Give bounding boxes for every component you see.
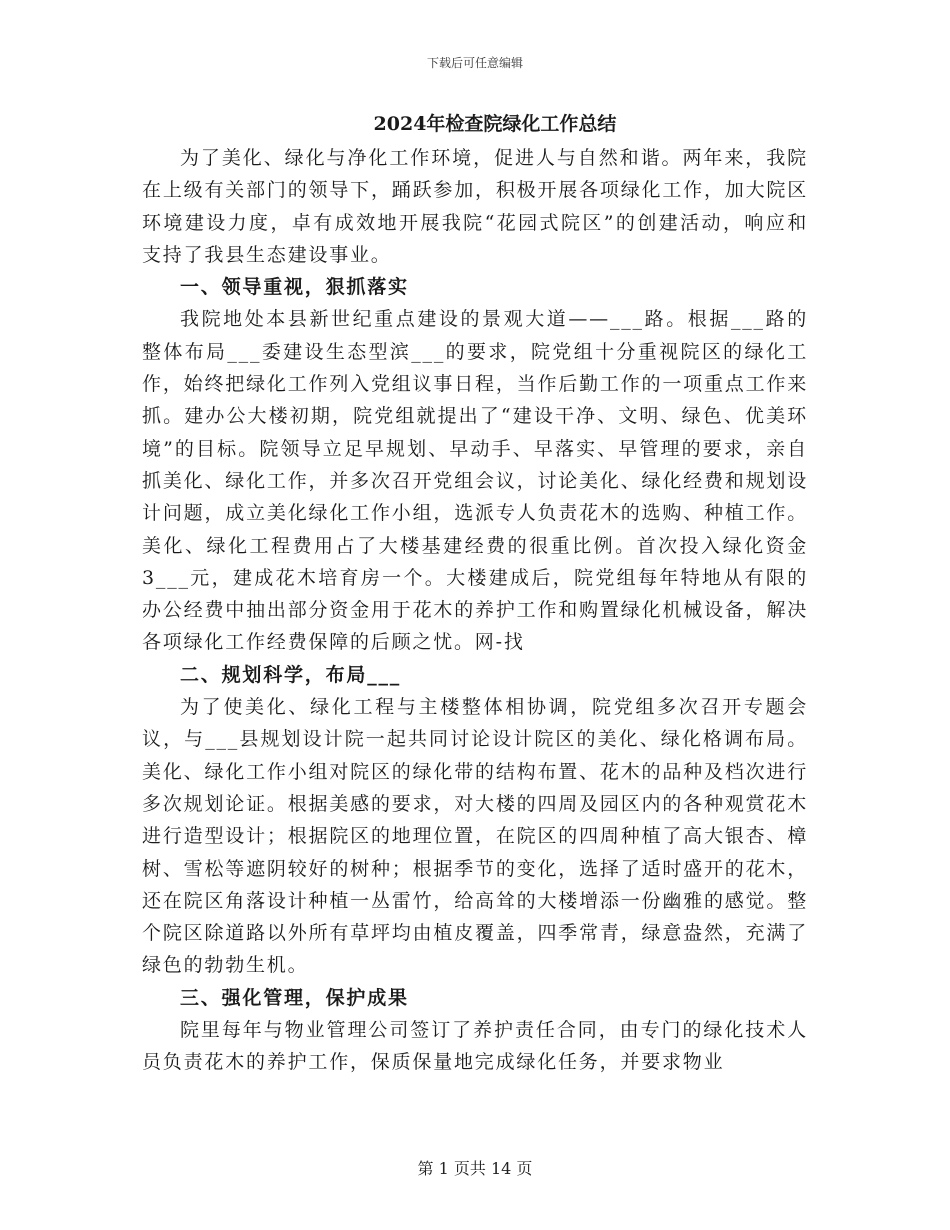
document-title: 2024年检查院绿化工作总结 bbox=[373, 113, 617, 135]
section-2-body: 为了使美化、绿化工程与主楼整体相协调，院党组多次召开专题会议，与___县规划设计院一起共同讨论设计院区的美化、绿化格调布局。美化、绿化工作小组对院区的绿化带的结构布置、花木的品种及档次进行多次规划论证。根据美感的要求，对大楼的四周及园区内的各种观赏花木进行造型设计；根据院区的地理位置，在院区的四周种植了高大银杏、樟树、雪松等遮阴较好的树种；根据季节的变化，选择了适时盛开的花木，还在院区角落设计种植一丛雷竹，给高耸的大楼增添一份幽雅的感觉。整个院区除道路以外所有草坪均由植皮覆盖，四季常青，绿意盎然，充满了绿色的勃勃生机。 bbox=[142, 696, 808, 977]
document-body bbox=[142, 106, 808, 1079]
page-footer: 第 1 页共 14 页 bbox=[417, 1159, 533, 1178]
header-note: 下载后可任意编辑 bbox=[426, 56, 523, 70]
intro-paragraph: 为了美化、绿化与净化工作环境，促进人与自然和谐。两年来，我院在上级有关部门的领导下，踊跃参加，积极开展各项绿化工作，加大院区环境建设力度，卓有成效地开展我院“花园式院区”的创建活动，响应和支持了我县生态建设事业。 bbox=[142, 147, 808, 266]
section-1-body: 我院地处本县新世纪重点建设的景观大道——___路。根据___路的整体布局___委建设生态型滨___的要求，院党组十分重视院区的绿化工作，始终把绿化工作列入党组议事日程，当作后勤工作的一项重点工作来抓。建办公大楼初期，院党组就提出了“建设干净、文明、绿色、优美环境”的目标。院领导立足早规划、早动手、早落实、早管理的要求，亲自抓美化、绿化工作，并多次召开党组会议，讨论美化、绿化经费和规划设计问题，成立美化绿化工作小组，选派专人负责花木的选购、种植工作。美化、绿化工程费用占了大楼基建经费的很重比例。首次投入绿化资金3___元，建成花木培育房一个。大楼建成后，院党组每年特地从有限的办公经费中抽出部分资金用于花木的养护工作和购置绿化机械设备，解决各项绿化工作经费保障的后顾之忧。网-找 bbox=[142, 308, 808, 654]
section-3-body: 院里每年与物业管理公司签订了养护责任合同，由专门的绿化技术人员负责花木的养护工作，保质保量地完成绿化任务，并要求物业 bbox=[142, 1019, 808, 1074]
section-2-heading: 二、规划科学，布局___ bbox=[180, 663, 402, 686]
section-1-heading: 一、领导重视，狠抓落实 bbox=[180, 276, 409, 299]
section-3-heading: 三、强化管理，保护成果 bbox=[180, 986, 409, 1009]
